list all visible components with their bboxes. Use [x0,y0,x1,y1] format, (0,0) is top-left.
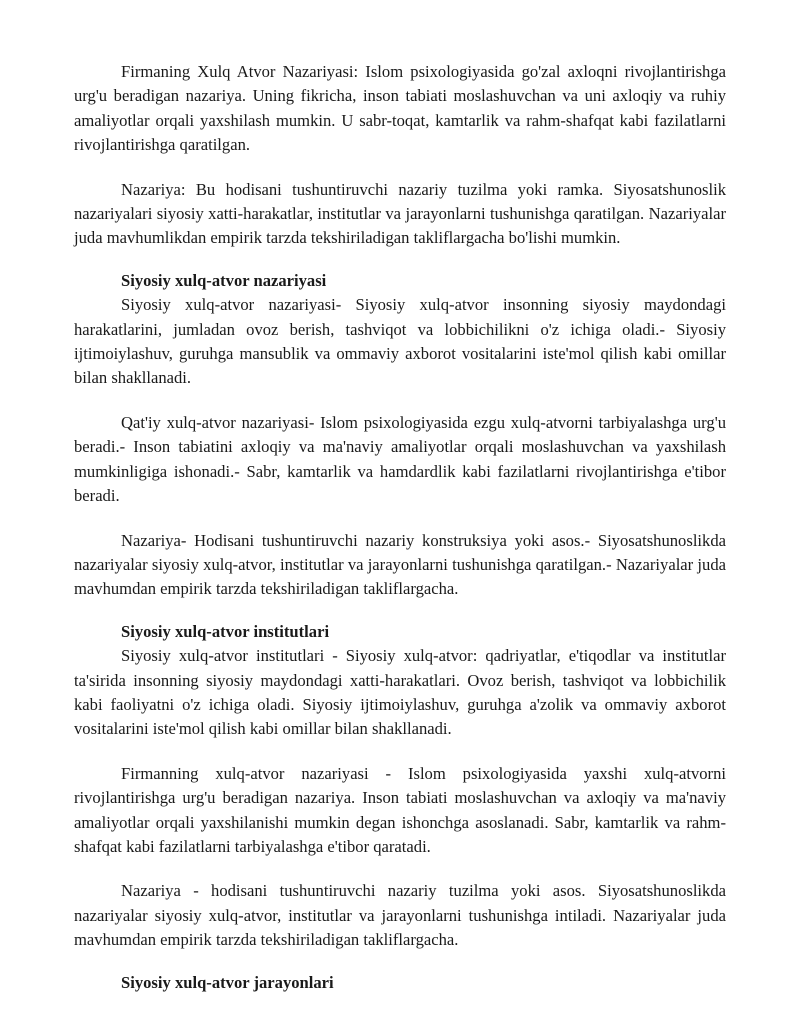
heading-political-behavior-theory: Siyosiy xulq-atvor nazariyasi [121,270,327,290]
paragraph-theory-definition: Nazariya: Bu hodisani tushuntiruvchi nazariy tuzilma yoki ramka. Siyosatshunoslik nazariyalari siyosiy xatti-harakatlar, institutlar va jarayonlarni tushunishga qaratilgan. Nazariyalar juda mavhumlikdan empirik tarzda tekshiriladigan takliflargacha bo'lishi mumkin. [74,179,726,248]
paragraph-firm-theory: Firmaning Xulq Atvor Nazariyasi: Islom psixologiyasida go'zal axloqni rivojlantirishga urg'u beradigan nazariya. Uning fikricha, inson tabiati moslashuvchan va uni axloqiy va ruhiy amaliyotlar orqali yaxshilash mumkin. U sabr-toqat, kamtarlik va rahm-shafqat kabi fazilatlarni rivojlantirishga qaratilgan. [74,62,726,155]
paragraph-political-behavior-institutions: Siyosiy xulq-atvor institutlari - Siyosiy xulq-atvor: qadriyatlar, e'tiqodlar va institutlar ta'sirida insonning siyosiy maydondagi xatti-harakatlari. Ovoz berish, tashviqot va lobbichilik kabi faoliyatni o'z ichiga oladi. Siyosiy ijtimoiylashuv, guruhga a'zolik va ommaviy axborot vositalarini iste'mol qilish kabi omillar bilan shakllanadi. [74,646,726,739]
document-page [74,60,726,995]
paragraph-strict-behavior-theory: Qat'iy xulq-atvor nazariyasi- Islom psixologiyasida ezgu xulq-atvorni tarbiyalashga urg'u beradi.- Inson tabiatini axloqiy va ma'naviy amaliyotlar orqali moslashuvchan va yaxshilash mumkinligiga ishonadi.- Sabr, kamtarlik va hamdardlik kabi fazilatlarni rivojlantirishga e'tibor beradi. [74,412,726,506]
paragraph-political-behavior-theory: Siyosiy xulq-atvor nazariyasi- Siyosiy xulq-atvor insonning siyosiy maydondagi harakatlarini, jumladan ovoz berish, tashviqot va lobbichilikni o'z ichiga oladi.- Siyosiy ijtimoiylashuv, guruhga mansublik va ommaviy axborot vositalarini iste'mol qilish kabi omillar bilan shakllanadi. [74,295,726,388]
paragraph-theory-construct: Nazariya- Hodisani tushuntiruvchi nazariy konstruksiya yoki asos.- Siyosatshunoslikda nazariyalar siyosiy xulq-atvor, institutlar va jarayonlarni tushunishga qaratilgan.- Nazariyalar juda mavhumdan empirik tarzda tekshiriladigan takliflargacha. [74,530,726,599]
heading-political-behavior-processes: Siyosiy xulq-atvor jarayonlari [121,972,334,992]
paragraph-firman-behavior-theory: Firmanning xulq-atvor nazariyasi - Islom psixologiyasida yaxshi xulq-atvorni rivojlantirishga urg'u beradigan nazariya. Inson tabiati moslashuvchan va axloqiy va ma'naviy amaliyotlar orqali yaxshilanishi mumkin degan ishonchga asoslanadi. Sabr, kamtarlik va rahm-shafqat kabi fazilatlarni tarbiyalashga e'tibor qaratadi. [74,763,726,856]
paragraph-theory-basis: Nazariya - hodisani tushuntiruvchi nazariy tuzilma yoki asos. Siyosatshunoslikda nazariyalar siyosiy xulq-atvor, institutlar va jarayonlarni tushunishga intiladi. Nazariyalar juda mavhumdan empirik tarzda tekshiriladigan takliflargacha. [74,881,726,950]
heading-political-behavior-institutions: Siyosiy xulq-atvor institutlari [121,621,330,641]
